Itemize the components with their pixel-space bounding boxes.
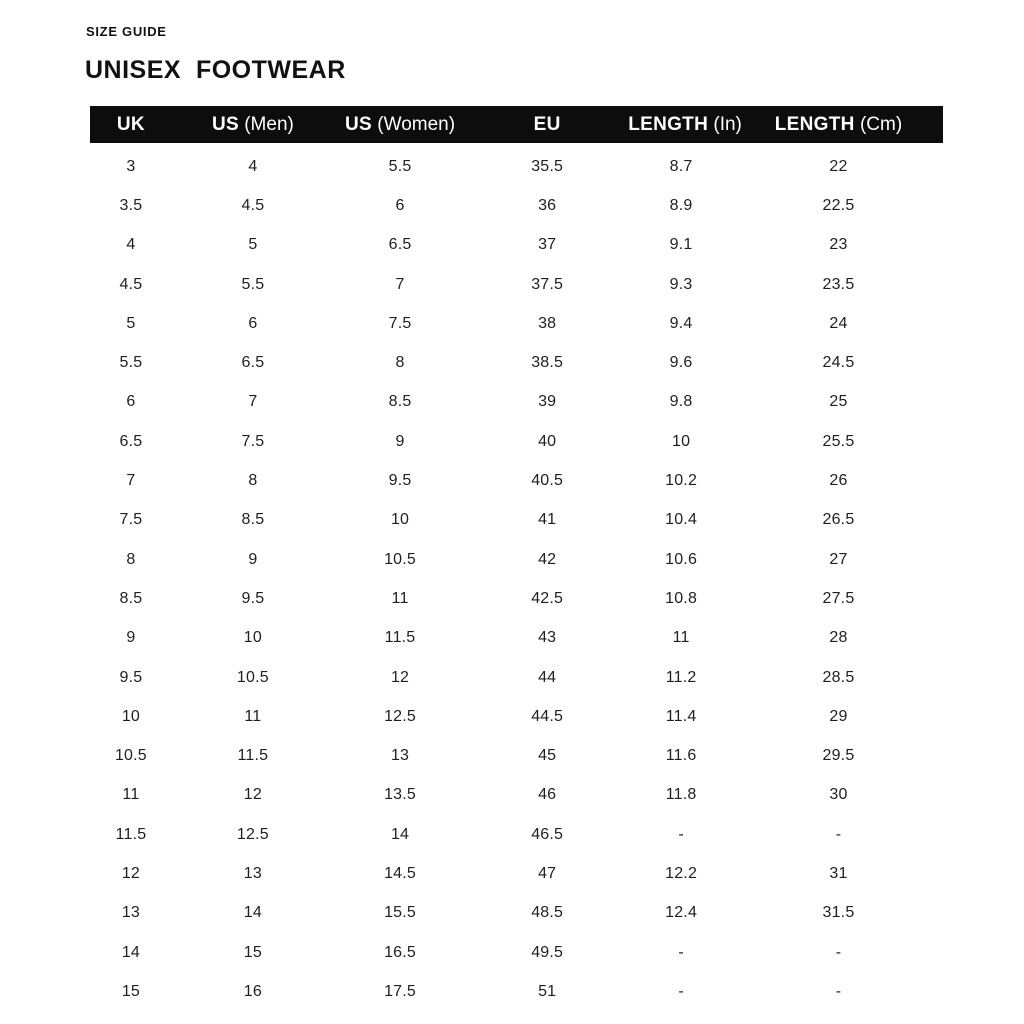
column-header-light-text: (In) <box>708 113 742 135</box>
table-cell: 9.5 <box>241 589 265 607</box>
table-cell: 12.2 <box>665 864 698 882</box>
table-cell: 4 <box>126 236 136 254</box>
table-cell: 10 <box>671 432 691 450</box>
table-cell: 10.6 <box>665 550 698 568</box>
table-cell: 36 <box>538 196 557 214</box>
table-cell: 4 <box>248 157 258 175</box>
table-cell: 22 <box>829 157 848 175</box>
table-cell: 6 <box>126 393 136 411</box>
table-row <box>90 304 943 343</box>
table-cell: 27.5 <box>822 589 855 607</box>
column-header-us-men <box>172 114 334 136</box>
column-header-uk <box>90 114 172 136</box>
table-cell: - <box>678 825 684 843</box>
table-cell: 8.7 <box>669 157 693 175</box>
table-cell: 9 <box>248 550 258 568</box>
table-cell: 9.3 <box>669 275 693 293</box>
table-cell: 10.5 <box>384 550 417 568</box>
table-cell: 8.5 <box>241 511 265 529</box>
table-cell: 39 <box>538 393 557 411</box>
table-cell: 35.5 <box>531 157 564 175</box>
table-cell: 30 <box>829 786 848 804</box>
column-header-eu <box>466 114 628 136</box>
table-cell: 11.2 <box>665 668 697 686</box>
table-row <box>90 697 943 736</box>
table-cell: 4.5 <box>119 275 143 293</box>
table-cell: 38.5 <box>531 354 564 372</box>
table-cell: - <box>678 982 684 1000</box>
table-row <box>90 933 943 972</box>
table-row <box>90 343 943 382</box>
table-cell: 22.5 <box>822 196 855 214</box>
table-cell: 42.5 <box>531 589 564 607</box>
table-cell: 6.5 <box>241 354 265 372</box>
table-cell: 5.5 <box>119 354 143 372</box>
size-table-body <box>90 143 943 1012</box>
table-cell: 10.5 <box>236 668 269 686</box>
column-header-bold-text: UK <box>116 113 145 135</box>
table-cell: - <box>835 825 842 843</box>
table-cell: 10.2 <box>665 472 698 490</box>
table-cell: 8.9 <box>669 196 693 214</box>
table-cell: 40.5 <box>531 472 564 490</box>
table-cell: 11.5 <box>384 629 416 647</box>
table-cell: - <box>835 982 842 1000</box>
table-cell: 28.5 <box>822 668 855 686</box>
table-cell: 12.4 <box>665 904 698 922</box>
table-cell: 15 <box>243 943 262 961</box>
table-cell: 16.5 <box>384 943 417 961</box>
table-cell: 6 <box>248 314 258 332</box>
table-cell: 9.5 <box>388 472 412 490</box>
table-cell: 12 <box>390 668 410 686</box>
table-cell: 5.5 <box>388 157 412 175</box>
table-cell: 14.5 <box>384 864 417 882</box>
table-cell: 24.5 <box>822 354 855 372</box>
table-cell: 5 <box>126 314 136 332</box>
table-row <box>90 776 943 815</box>
table-cell: 11.6 <box>665 747 697 765</box>
table-cell: 12 <box>121 864 141 882</box>
table-cell: 45 <box>538 747 557 765</box>
table-cell: 10 <box>243 629 262 647</box>
table-cell: 6 <box>395 196 405 214</box>
table-row <box>90 226 943 265</box>
column-header-length-in <box>628 113 742 136</box>
table-cell: - <box>678 943 684 961</box>
table-row <box>90 658 943 697</box>
table-cell: 38 <box>538 314 557 332</box>
table-cell: 10.4 <box>665 511 698 529</box>
table-cell: 10.5 <box>114 747 147 765</box>
table-cell: 11 <box>672 629 690 647</box>
table-cell: 14 <box>121 943 141 961</box>
table-cell: 10 <box>121 707 141 725</box>
table-row <box>90 265 943 304</box>
table-cell: 40 <box>538 432 557 450</box>
table-cell: 17.5 <box>384 982 417 1000</box>
table-cell: 8.5 <box>119 589 143 607</box>
table-cell: 13 <box>243 864 262 882</box>
table-cell: 26.5 <box>822 511 855 529</box>
table-cell: 8 <box>248 472 258 490</box>
table-cell: 7 <box>248 393 258 411</box>
table-cell: 10 <box>390 511 410 529</box>
table-row <box>90 501 943 540</box>
table-cell: 11.5 <box>115 825 147 843</box>
table-cell: 3.5 <box>119 196 143 214</box>
table-cell: 31.5 <box>822 904 855 922</box>
table-cell: 8 <box>395 354 405 372</box>
table-cell: 41 <box>538 511 557 529</box>
table-cell: 9.1 <box>669 236 693 254</box>
table-cell: 5 <box>248 236 258 254</box>
table-cell: 14 <box>243 904 262 922</box>
column-header-bold-text: US <box>345 113 372 135</box>
table-cell: 44.5 <box>531 707 564 725</box>
table-cell: 15 <box>121 982 141 1000</box>
table-cell: 16 <box>243 982 262 1000</box>
table-cell: 15.5 <box>384 904 417 922</box>
table-cell: 11 <box>391 589 409 607</box>
table-cell: 9.5 <box>119 668 143 686</box>
table-cell: 13 <box>121 904 141 922</box>
table-cell: 37.5 <box>531 275 564 293</box>
table-cell: 23 <box>829 236 848 254</box>
table-cell: 27 <box>829 550 848 568</box>
table-cell: 10.8 <box>665 589 698 607</box>
column-header-us-women <box>334 114 466 136</box>
table-cell: 7.5 <box>119 511 143 529</box>
table-cell: 8 <box>126 550 136 568</box>
table-cell: 7 <box>126 472 136 490</box>
table-cell: 9.6 <box>669 354 693 372</box>
table-cell: 4.5 <box>241 196 265 214</box>
table-cell: 24 <box>829 314 848 332</box>
table-row <box>90 579 943 618</box>
table-cell: 49.5 <box>531 943 564 961</box>
table-cell: 9 <box>395 432 405 450</box>
table-row <box>90 383 943 422</box>
table-row <box>90 894 943 933</box>
table-row <box>90 854 943 893</box>
table-row <box>90 540 943 579</box>
table-cell: 28 <box>829 629 848 647</box>
table-cell: 9.8 <box>669 393 693 411</box>
table-row <box>90 461 943 500</box>
table-row <box>90 972 943 1011</box>
table-cell: 29.5 <box>822 747 855 765</box>
table-cell: 11.4 <box>665 707 697 725</box>
table-row <box>90 186 943 225</box>
table-cell: 11 <box>244 707 262 725</box>
table-cell: 44 <box>538 668 557 686</box>
table-cell: 13.5 <box>384 786 417 804</box>
table-cell: - <box>835 943 842 961</box>
table-cell: 46.5 <box>531 825 564 843</box>
table-cell: 48.5 <box>531 904 564 922</box>
table-cell: 9.4 <box>669 314 693 332</box>
table-cell: 25.5 <box>822 432 855 450</box>
table-cell: 14 <box>390 825 410 843</box>
table-cell: 11.8 <box>665 786 697 804</box>
size-table-header-row <box>90 106 943 143</box>
column-header-bold-text: US <box>211 113 239 135</box>
table-cell: 31 <box>829 864 848 882</box>
column-header-bold-text: LENGTH <box>628 113 709 135</box>
table-cell: 37 <box>538 236 557 254</box>
table-cell: 8.5 <box>388 393 412 411</box>
table-cell: 7 <box>395 275 405 293</box>
table-cell: 6.5 <box>119 432 143 450</box>
table-row <box>90 736 943 775</box>
table-cell: 11 <box>122 786 140 804</box>
table-cell: 5.5 <box>241 275 265 293</box>
column-header-light-text: (Women) <box>372 113 456 135</box>
table-cell: 13 <box>390 747 410 765</box>
table-cell: 9 <box>126 629 136 647</box>
table-cell: 47 <box>538 864 557 882</box>
table-cell: 42 <box>538 550 557 568</box>
page-title: UNISEX FOOTWEAR <box>85 56 346 84</box>
table-cell: 12.5 <box>236 825 269 843</box>
table-cell: 26 <box>829 472 848 490</box>
table-cell: 25 <box>829 393 848 411</box>
table-cell: 11.5 <box>237 747 269 765</box>
table-cell: 43 <box>538 629 557 647</box>
table-row <box>90 147 943 186</box>
table-cell: 7.5 <box>388 314 412 332</box>
size-table <box>90 106 943 1012</box>
column-header-light-text: (Cm) <box>854 113 903 135</box>
size-guide-label: SIZE GUIDE <box>86 24 167 39</box>
table-row <box>90 815 943 854</box>
table-row <box>90 619 943 658</box>
column-header-bold-text: LENGTH <box>774 113 855 135</box>
table-cell: 12 <box>243 786 262 804</box>
table-cell: 7.5 <box>241 432 265 450</box>
table-cell: 23.5 <box>822 275 855 293</box>
table-cell: 3 <box>126 157 136 175</box>
table-cell: 29 <box>829 707 848 725</box>
table-cell: 12.5 <box>384 707 417 725</box>
column-header-light-text: (Men) <box>238 113 294 135</box>
table-cell: 46 <box>538 786 557 804</box>
table-cell: 6.5 <box>388 236 412 254</box>
table-row <box>90 422 943 461</box>
table-cell: 51 <box>538 982 557 1000</box>
column-header-length-cm <box>734 114 943 136</box>
column-header-bold-text: EU <box>533 113 561 135</box>
